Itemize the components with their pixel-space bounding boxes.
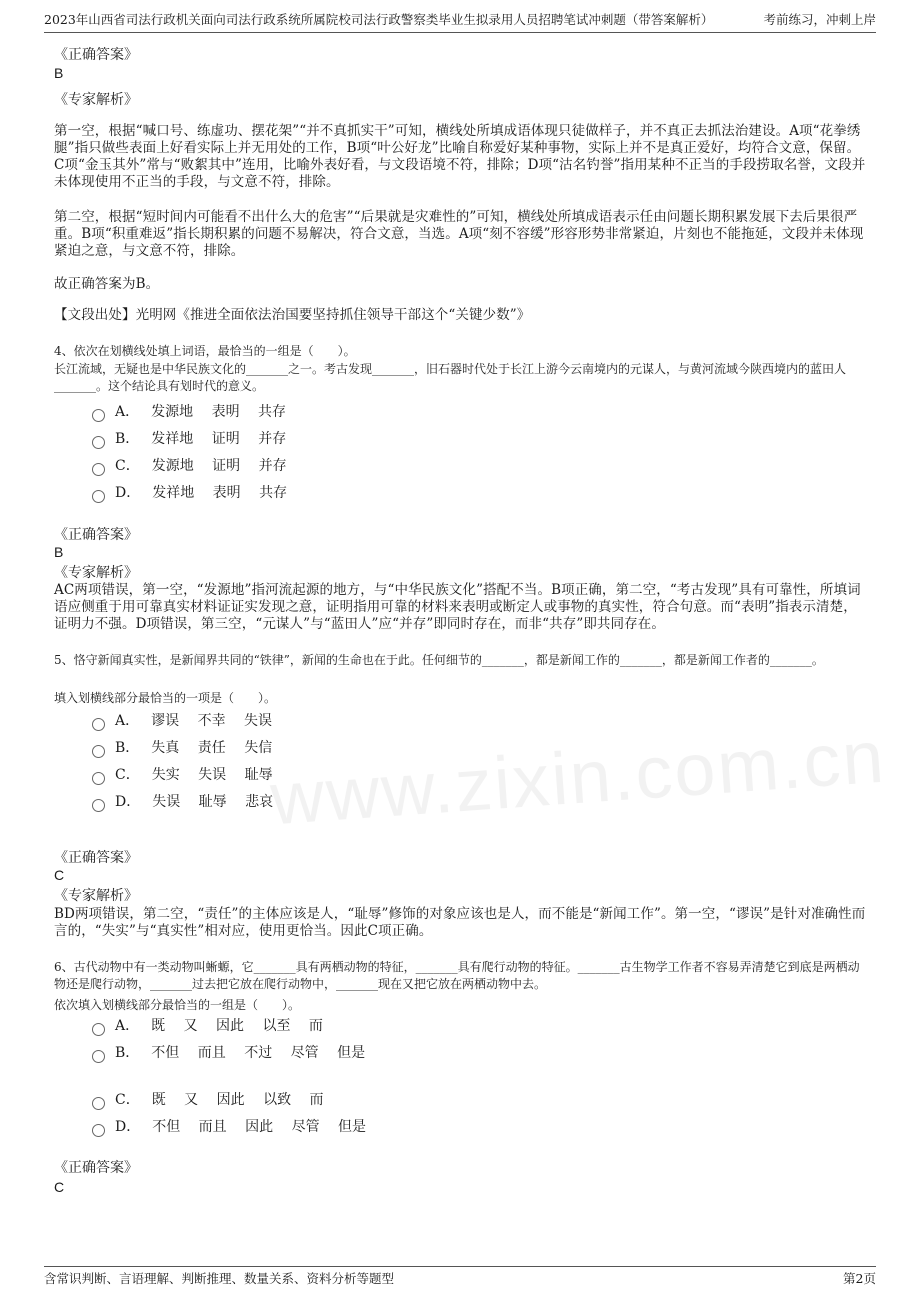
question-5-answer-heading: 《正确答案》	[54, 850, 138, 866]
radio-button-icon[interactable]	[92, 799, 105, 812]
question-6-option-b[interactable]: B． 不但 而且 不过 尽管 但是	[92, 1043, 365, 1063]
radio-button-icon[interactable]	[92, 745, 105, 758]
question-6-option-a[interactable]: A． 既 又 因此 以至 而	[92, 1016, 323, 1036]
question-5-option-b[interactable]: B． 失真 责任 失信	[92, 738, 272, 758]
radio-button-icon[interactable]	[92, 718, 105, 731]
analysis-heading: 《专家解析》	[54, 92, 138, 108]
question-4-option-d[interactable]: D． 发祥地 表明 共存	[92, 483, 287, 503]
radio-button-icon[interactable]	[92, 1023, 105, 1036]
question-5-analysis-heading: 《专家解析》	[54, 888, 138, 904]
radio-button-icon[interactable]	[92, 436, 105, 449]
question-6-option-d[interactable]: D． 不但 而且 因此 尽管 但是	[92, 1117, 366, 1137]
question-5-option-d[interactable]: D． 失误 耻辱 悲哀	[92, 792, 273, 812]
question-6-answer: C	[54, 1179, 65, 1195]
question-5-option-a[interactable]: A． 谬误 不幸 失误	[92, 711, 272, 731]
footer-note: 含常识判断、言语理解、判断推理、数量关系、资料分析等题型	[44, 1271, 395, 1286]
question-6-stem: 6、古代动物中有一类动物叫蜥螈，它_______具有两栖动物的特征，_______具有爬行动物的特征。_______古生物学工作者不容易弄清楚它到底是两栖动物还是爬行动物，_______过去把它放在爬行动物中，_______现在又把它放在两栖动物中去。	[54, 960, 860, 991]
radio-button-icon[interactable]	[92, 490, 105, 503]
question-4-analysis-heading: 《专家解析》	[54, 565, 138, 581]
page-header	[44, 10, 876, 33]
question-4-option-b[interactable]: B． 发祥地 证明 并存	[92, 429, 286, 449]
question-4-passage: 长江流域，无疑也是中华民族文化的_______之一。考古发现_______，旧石器时代处于长江上游今云南境内的元谋人，与黄河流域今陕西境内的蓝田人_______。这个结论具有划时代的意义。	[54, 362, 847, 393]
question-5-stem: 5、恪守新闻真实性，是新闻界共同的“铁律”，新闻的生命也在于此。任何细节的_______，都是新闻工作的_______，都是新闻工作者的_______。	[54, 653, 824, 667]
question-5-option-c[interactable]: C． 失实 失误 耻辱	[92, 765, 273, 785]
page-number: 第2页	[843, 1271, 876, 1286]
question-5-analysis: BD两项错误，第二空，“责任”的主体应该是人，“耻辱”修饰的对象应该也是人，而不能是“新闻工作”。第一空，“谬误”是针对准确性而言的，“失实”与“真实性”相对应，使用更恰当。因此C项正确。	[54, 906, 866, 939]
analysis-paragraph-2: 第二空，根据“短时间内可能看不出什么大的危害”“后果就是灾难性的”可知，横线处所填成语表示任由问题长期积累发展下去后果很严重。B项“积重难返”指长期积累的问题不易解决，符合文意，当选。A项“刻不容缓”形容形势非常紧迫，片刻也不能拖延，文段并未体现紧迫之意，与文意不符，排除。	[54, 209, 864, 259]
radio-button-icon[interactable]	[92, 772, 105, 785]
analysis-paragraph-1: 第一空，根据“喊口号、练虚功、摆花架”“并不真抓实干”可知，横线处所填成语体现只徒做样子，并不真正去抓法治建设。A项“花拳绣腿”指只做些表面上好看实际上并无用处的工作，B项“叶公好龙”比喻自称爱好某种事物，实际上并不是真正爱好，均符合文意，保留。C项“金玉其外”常与“败絮其中”连用，比喻外表好看，与文段语境不符，排除；D项“沽名钓誉”指用某种不正当的手段捞取名誉，文段并未体现使用不正当的手段，与文意不符，排除。	[54, 123, 866, 190]
watermark: www.zixin.com.cn	[267, 714, 889, 841]
question-4-option-a[interactable]: A． 发源地 表明 共存	[92, 402, 286, 422]
radio-button-icon[interactable]	[92, 409, 105, 422]
question-5-answer: C	[54, 867, 65, 883]
answer-value: B	[54, 65, 64, 81]
question-4-stem: 4、依次在划横线处填上词语，最恰当的一组是（ ）。	[54, 344, 356, 358]
header-slogan: 考前练习，冲刺上岸	[763, 12, 876, 27]
question-4-answer: B	[54, 544, 64, 560]
radio-button-icon[interactable]	[92, 1050, 105, 1063]
question-6-prompt: 依次填入划横线部分最恰当的一组是（ ）。	[54, 998, 301, 1012]
document-title: 2023年山西省司法行政机关面向司法行政系统所属院校司法行政警察类毕业生拟录用人员招聘笔试冲刺题（带答案解析）	[44, 12, 714, 27]
question-5-prompt: 填入划横线部分最恰当的一项是（ ）。	[54, 691, 277, 705]
radio-button-icon[interactable]	[92, 1124, 105, 1137]
question-4-analysis: AC两项错误，第一空，“发源地”指河流起源的地方，与“中华民族文化”搭配不当。B项正确，第二空，“考古发现”具有可靠性，所填词语应侧重于用可靠真实材料证证实发现之意，证明指用可靠的材料来表明或断定人或事物的真实性，符合句意。而“表明”指表示清楚，证明力不强。D项错误，第三空，“元谋人”与“蓝田人”应“并存”即同时存在，而非“共存”即共同存在。	[54, 582, 861, 632]
question-4-answer-heading: 《正确答案》	[54, 527, 138, 543]
question-4-option-c[interactable]: C． 发源地 证明 并存	[92, 456, 287, 476]
page-footer	[44, 1266, 876, 1291]
source-citation: 【文段出处】光明网《推进全面依法治国要坚持抓住领导干部这个“关键少数”》	[54, 307, 531, 323]
radio-button-icon[interactable]	[92, 463, 105, 476]
radio-button-icon[interactable]	[92, 1097, 105, 1110]
answer-heading: 《正确答案》	[54, 47, 138, 63]
question-6-answer-heading: 《正确答案》	[54, 1160, 138, 1176]
analysis-conclusion: 故正确答案为B。	[54, 276, 160, 292]
question-6-option-c[interactable]: C． 既 又 因此 以致 而	[92, 1090, 324, 1110]
